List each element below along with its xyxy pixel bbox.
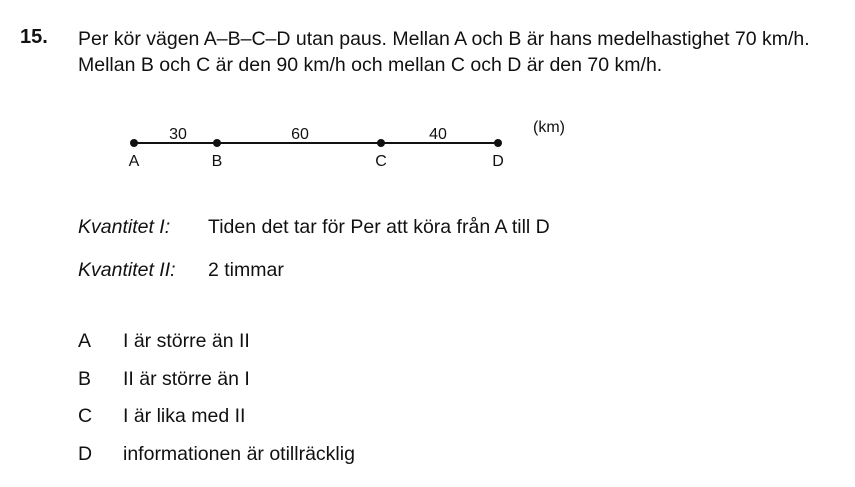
option-b-letter: B <box>78 368 92 390</box>
option-b[interactable] <box>78 368 250 391</box>
point-b-label: B <box>211 153 223 170</box>
point-d-dot <box>494 139 502 147</box>
option-b-text: II är större än I <box>123 368 250 390</box>
point-a-dot <box>130 139 138 147</box>
distance-cd-label: 40 <box>429 126 447 143</box>
option-a-letter: A <box>78 330 92 352</box>
option-c-text: I är lika med II <box>123 405 246 427</box>
route-diagram <box>0 0 855 200</box>
unit-label: (km) <box>533 119 565 136</box>
point-c-label: C <box>375 153 387 170</box>
distance-ab-label: 30 <box>169 126 187 143</box>
point-a-label: A <box>128 153 140 170</box>
option-d-text: informationen är otillräcklig <box>123 443 355 465</box>
option-c[interactable] <box>78 405 245 428</box>
quantity-2-label: Kvantitet II: <box>78 259 176 281</box>
option-c-letter: C <box>78 405 93 427</box>
option-d[interactable] <box>78 443 355 466</box>
point-b-dot <box>213 139 221 147</box>
option-d-letter: D <box>78 443 93 465</box>
option-a-text: I är större än II <box>123 330 250 352</box>
stem-line-2: Mellan B och C är den 90 km/h och mellan C och D är den 70 km/h. <box>78 54 663 76</box>
point-c-dot <box>377 139 385 147</box>
quantity-1-text: Tiden det tar för Per att köra från A till D <box>208 216 550 238</box>
quantity-2-text: 2 timmar <box>208 259 284 281</box>
point-d-label: D <box>492 153 504 170</box>
question-number: 15. <box>20 26 48 48</box>
stem-line-1: Per kör vägen A–B–C–D utan paus. Mellan A och B är hans medelhastighet 70 km/h. <box>78 28 810 50</box>
option-a[interactable] <box>78 330 250 353</box>
quantity-2-row <box>78 259 284 282</box>
quantity-1-row <box>78 216 550 239</box>
quantity-1-label: Kvantitet I: <box>78 216 171 238</box>
distance-bc-label: 60 <box>291 126 309 143</box>
